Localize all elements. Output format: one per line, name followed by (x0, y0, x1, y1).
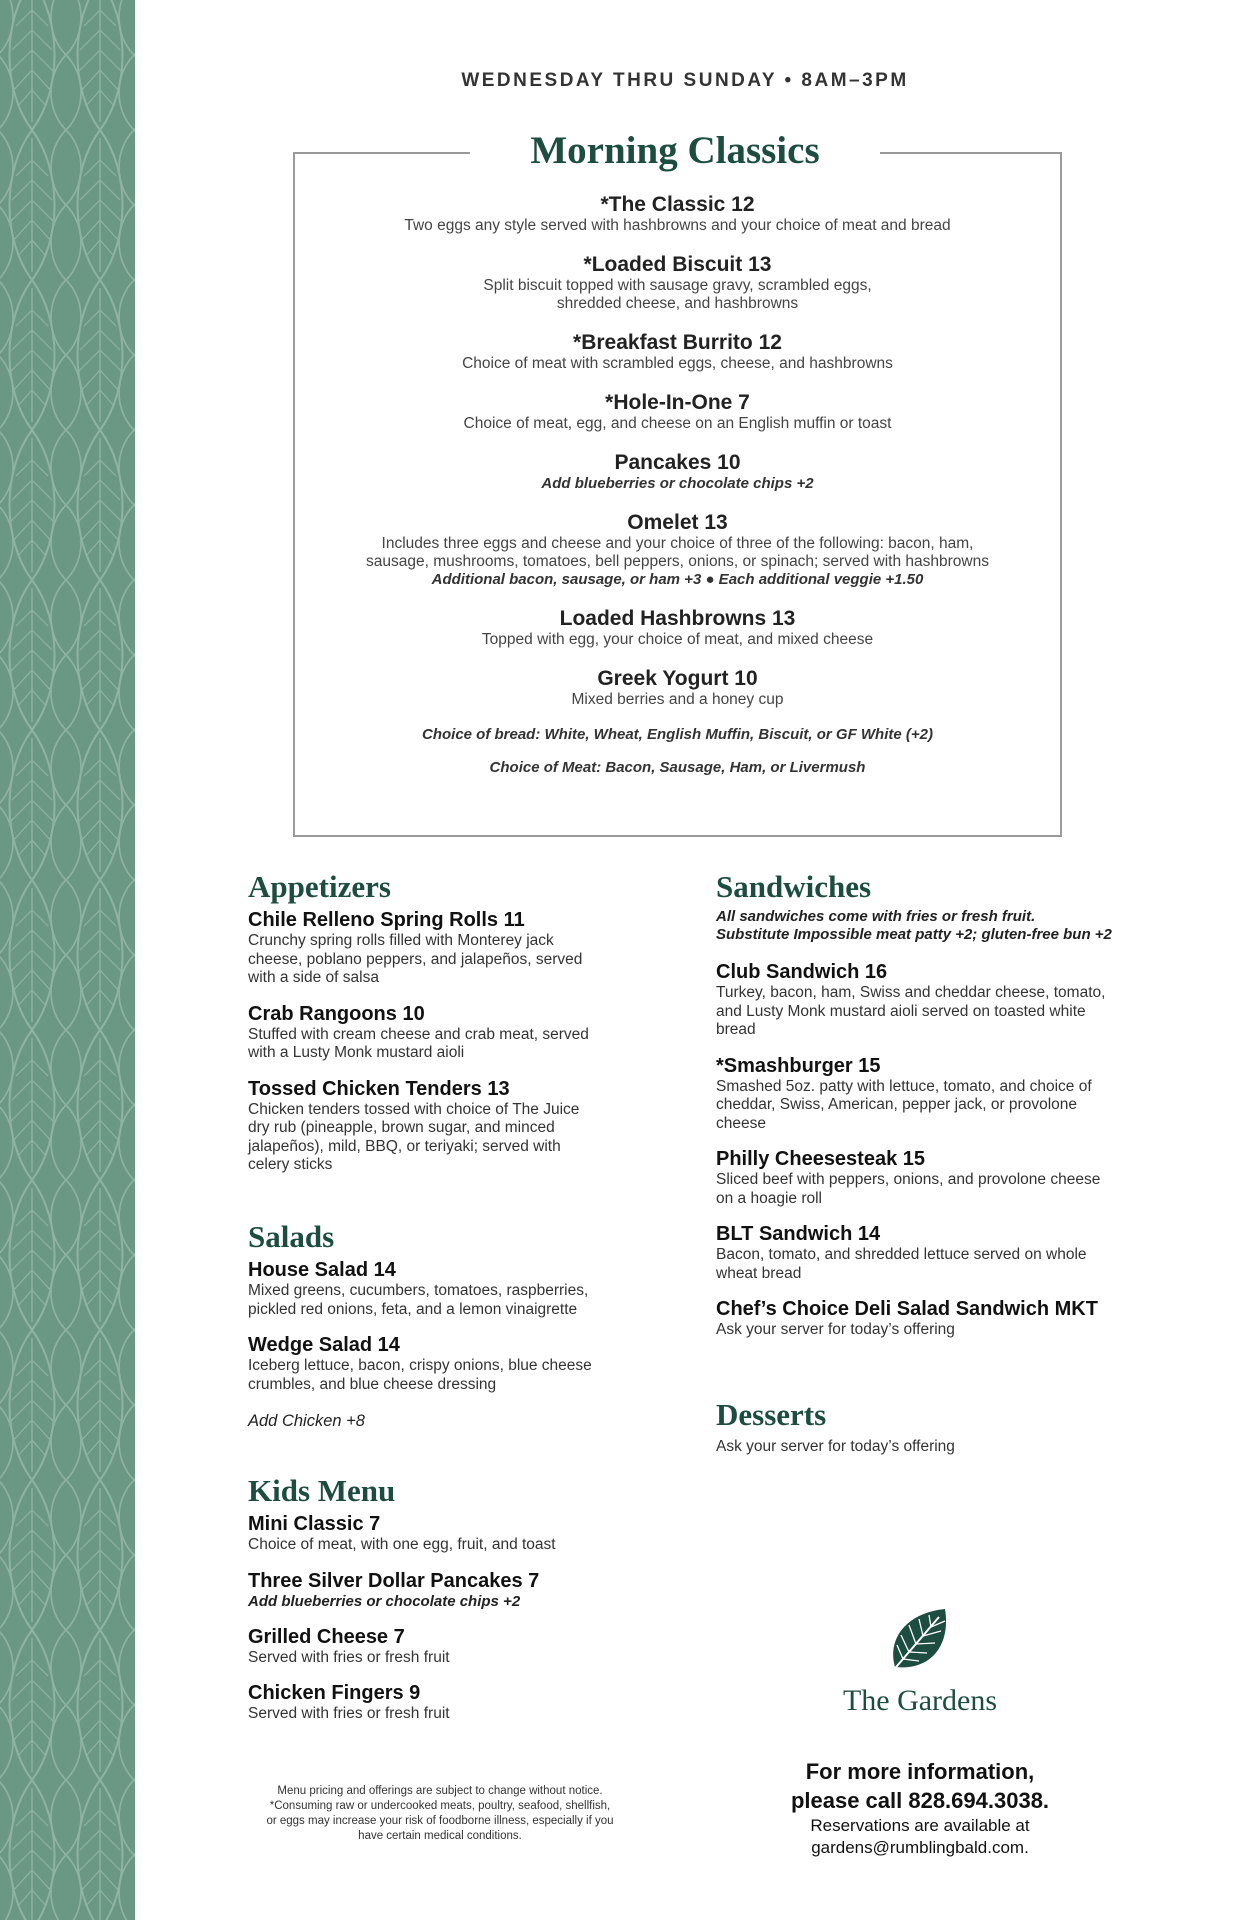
item-note: Add blueberries or chocolate chips +2 (248, 1592, 521, 1610)
menu-item-mini-classic (248, 1512, 668, 1555)
item-name: Chile Relleno Spring Rolls 11 (248, 909, 525, 931)
appetizers-section (248, 868, 668, 1175)
menu-item-spring-rolls (248, 908, 668, 988)
item-name: Chicken Fingers 9 (248, 1682, 421, 1704)
menu-item-loaded-hashbrowns (295, 606, 1060, 649)
menu-item-club-sandwich (716, 960, 1156, 1040)
desserts-desc: Ask your server for today’s offering (716, 1438, 955, 1455)
meat-choice: Choice of Meat: Bacon, Sausage, Ham, or Livermush (489, 759, 866, 776)
item-desc: wheat bread (716, 1264, 802, 1282)
item-desc: Choice of meat, with one egg, fruit, and toast (248, 1536, 556, 1553)
sandwiches-section (716, 868, 1156, 1340)
menu-item-breakfast-burrito (295, 330, 1060, 373)
disclaimer-line: or eggs may increase your risk of foodborne illness, especially if you (266, 1815, 614, 1827)
bread-choice: Choice of bread: White, Wheat, English Muffin, Biscuit, or GF White (+2) (422, 726, 933, 743)
menu-item-pancakes (295, 450, 1060, 493)
item-name: Mini Classic 7 (248, 1513, 381, 1535)
item-desc: sausage, mushrooms, tomatoes, bell peppers, onions, or spinach; served with hashbrowns (366, 553, 989, 570)
item-desc: Topped with egg, your choice of meat, and mixed cheese (481, 631, 874, 648)
item-desc: Choice of meat with scrambled eggs, cheese, and hashbrowns (462, 355, 893, 372)
item-desc: Smashed 5oz. patty with lettuce, tomato, and choice of (716, 1077, 1092, 1095)
logo-text: The Gardens (842, 1684, 998, 1717)
item-name: Pancakes 10 (614, 451, 741, 474)
kids-menu-title: Kids Menu (248, 1473, 396, 1508)
salads-title: Salads (248, 1219, 335, 1254)
item-name: Loaded Hashbrowns 13 (559, 607, 796, 630)
item-desc: Mixed berries and a honey cup (571, 691, 784, 708)
menu-item-the-classic (295, 192, 1060, 235)
item-desc: dry rub (pineapple, brown sugar, and minced (248, 1119, 555, 1136)
menu-item-smashburger (716, 1054, 1156, 1134)
item-desc: Choice of meat, egg, and cheese on an English muffin or toast (463, 415, 892, 432)
item-desc: Split biscuit topped with sausage gravy, scrambled eggs, (483, 277, 872, 294)
morning-classics-list (295, 192, 1060, 777)
kids-menu-section (248, 1472, 668, 1724)
item-name: BLT Sandwich 14 (716, 1223, 881, 1245)
contact-info (760, 1757, 1080, 1859)
menu-item-chefs-choice (716, 1297, 1156, 1340)
disclaimer-line: have certain medical conditions. (358, 1830, 522, 1842)
item-name: House Salad 14 (248, 1259, 396, 1281)
item-name: *Loaded Biscuit 13 (583, 253, 772, 276)
item-desc: with a side of salsa (248, 969, 379, 986)
item-desc: Crunchy spring rolls filled with Monterey jack (248, 932, 554, 949)
item-desc: with a Lusty Monk mustard aioli (248, 1044, 465, 1061)
disclaimer-line: Menu pricing and offerings are subject to change without notice. (277, 1785, 603, 1797)
item-desc: Chicken tenders tossed with choice of The Juice (248, 1100, 580, 1118)
item-desc: cheese (716, 1114, 766, 1132)
menu-item-silver-dollar-pancakes (248, 1569, 668, 1611)
menu-item-grilled-cheese (248, 1625, 668, 1668)
item-desc: Iceberg lettuce, bacon, crispy onions, blue cheese (248, 1357, 592, 1374)
item-desc: bread (716, 1021, 756, 1038)
item-name: Grilled Cheese 7 (248, 1625, 405, 1648)
desserts-section (716, 1396, 1156, 1457)
leaf-icon (885, 1605, 955, 1677)
menu-item-chicken-fingers (248, 1681, 668, 1724)
menu-item-philly-cheesesteak (716, 1147, 1156, 1208)
item-desc: shredded cheese, and hashbrowns (556, 295, 799, 312)
item-desc: jalapeños), mild, BBQ, or teriyaki; served with (248, 1137, 561, 1155)
item-desc: pickled red onions, feta, and a lemon vinaigrette (248, 1300, 578, 1318)
item-note: Additional bacon, sausage, or ham +3 ● Each additional veggie +1.50 (431, 571, 924, 588)
item-desc: Ask your server for today’s offering (716, 1321, 955, 1338)
item-name: Chef’s Choice Deli Salad Sandwich MKT (716, 1298, 1098, 1320)
item-name: Club Sandwich 16 (716, 961, 888, 983)
item-name: Wedge Salad 14 (248, 1334, 400, 1356)
item-note: Add blueberries or chocolate chips +2 (541, 475, 814, 492)
reservations-text: Reservations are available at (810, 1816, 1030, 1835)
menu-item-blt-sandwich (716, 1222, 1156, 1283)
morning-classics-title: Morning Classics (470, 126, 880, 176)
add-chicken-note: Add Chicken +8 (248, 1412, 365, 1430)
item-desc: Stuffed with cream cheese and crab meat, served (248, 1025, 589, 1043)
item-desc: on a hoagie roll (716, 1189, 822, 1207)
menu-item-hole-in-one (295, 390, 1060, 433)
disclaimer (240, 1784, 640, 1844)
item-name: Greek Yogurt 10 (597, 667, 758, 690)
menu-item-loaded-biscuit (295, 252, 1060, 313)
item-name: Three Silver Dollar Pancakes 7 (248, 1569, 540, 1592)
desserts-title: Desserts (716, 1397, 827, 1432)
item-desc: Served with fries or fresh fruit (248, 1648, 450, 1666)
item-name: *Hole-In-One 7 (605, 391, 750, 414)
decorative-sidebar (0, 0, 135, 1920)
item-desc: cheese, poblano peppers, and jalapeños, served (248, 950, 583, 968)
menu-item-greek-yogurt (295, 666, 1060, 709)
item-name: *The Classic 12 (600, 193, 755, 216)
item-desc: and Lusty Monk mustard aioli served on toasted white (716, 1002, 1086, 1020)
item-desc: crumbles, and blue cheese dressing (248, 1375, 497, 1393)
menu-item-wedge-salad (248, 1333, 668, 1394)
hours-banner: WEDNESDAY THRU SUNDAY • 8AM–3PM (461, 70, 909, 91)
item-desc: Two eggs any style served with hashbrowns and your choice of meat and bread (404, 217, 951, 234)
menu-item-house-salad (248, 1258, 668, 1319)
sandwiches-note: All sandwiches come with fries or fresh fruit. (716, 908, 1036, 925)
item-desc: Served with fries or fresh fruit (248, 1705, 450, 1722)
item-name: *Smashburger 15 (716, 1054, 881, 1077)
item-name: Philly Cheesesteak 15 (716, 1148, 926, 1170)
menu-item-omelet (295, 510, 1060, 589)
contact-heading: For more information, (805, 1759, 1035, 1784)
item-name: Tossed Chicken Tenders 13 (248, 1077, 510, 1100)
item-desc: Mixed greens, cucumbers, tomatoes, raspberries, (248, 1282, 589, 1299)
sandwiches-title: Sandwiches (716, 869, 872, 904)
item-name: Omelet 13 (627, 511, 728, 534)
item-name: *Breakfast Burrito 12 (573, 331, 782, 354)
item-desc: Turkey, bacon, ham, Swiss and cheddar cheese, tomato, (716, 984, 1106, 1001)
contact-phone: please call 828.694.3038. (790, 1788, 1050, 1813)
item-name: Crab Rangoons 10 (248, 1002, 425, 1025)
item-desc: cheddar, Swiss, American, pepper jack, or provolone (716, 1096, 1077, 1113)
disclaimer-line: *Consuming raw or undercooked meats, poultry, seafood, shellfish, (269, 1800, 611, 1812)
item-desc: celery sticks (248, 1156, 333, 1173)
item-desc: Includes three eggs and cheese and your choice of three of the following: bacon, ham, (381, 535, 974, 552)
menu-item-crab-rangoons (248, 1002, 668, 1063)
menu-item-chicken-tenders (248, 1077, 668, 1175)
appetizers-title: Appetizers (248, 869, 391, 904)
item-desc: Sliced beef with peppers, onions, and provolone cheese (716, 1171, 1101, 1188)
sandwiches-note: Substitute Impossible meat patty +2; gluten-free bun +2 (716, 926, 1112, 943)
item-desc: Bacon, tomato, and shredded lettuce served on whole (716, 1246, 1087, 1263)
salads-section (248, 1218, 668, 1431)
contact-email: gardens@rumblingbald.com. (811, 1838, 1029, 1857)
gardens-logo (820, 1605, 1020, 1718)
